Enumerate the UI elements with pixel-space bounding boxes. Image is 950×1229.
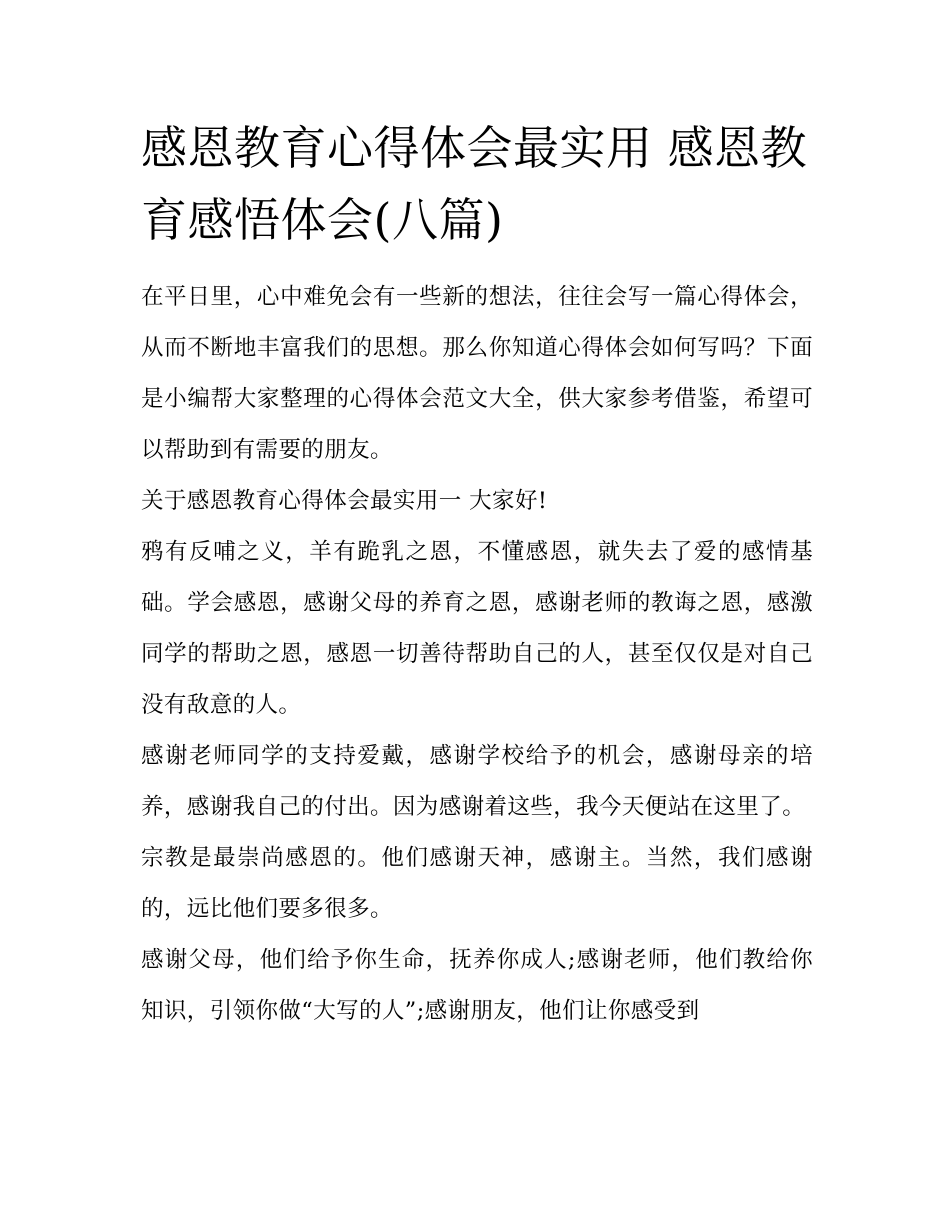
paragraph-intro: 在平日里，心中难免会有一些新的想法，往往会写一篇心得体会，从而不断地丰富我们的思想。那么你知道心得体会如何写吗？下面是小编帮大家整理的心得体会范文大全，供大家参考借鉴，希望可以帮助到有需要的朋友。	[141, 284, 813, 463]
paragraph-thanks-teachers: 感谢老师同学的支持爱戴，感谢学校给予的机会，感谢母亲的培养，感谢我自己的付出。因为感谢着这些，我今天便站在这里了。	[141, 743, 813, 820]
paragraph-gratitude-basis: 鸦有反哺之义，羊有跪乳之恩，不懂感恩，就失去了爱的感情基础。学会感恩，感谢父母的养育之恩，感谢老师的教诲之恩，感激同学的帮助之恩，感恩一切善待帮助自己的人，甚至仅仅是对自己没有敌意的人。	[141, 539, 813, 718]
document-title: 感恩教育心得体会最实用 感恩教育感悟体会(八篇)	[141, 121, 808, 247]
paragraph-thanks-parents: 感谢父母，他们给予你生命，抚养你成人;感谢老师，他们教给你知识，引领你做“大写的人”;感谢朋友，他们让你感受到	[141, 947, 813, 1024]
paragraph-religion: 宗教是最崇尚感恩的。他们感谢天神，感谢主。当然，我们感谢的，远比他们要多很多。	[141, 845, 813, 922]
paragraph-section-heading: 关于感恩教育心得体会最实用一 大家好!	[141, 488, 548, 514]
document-body	[141, 112, 813, 1037]
